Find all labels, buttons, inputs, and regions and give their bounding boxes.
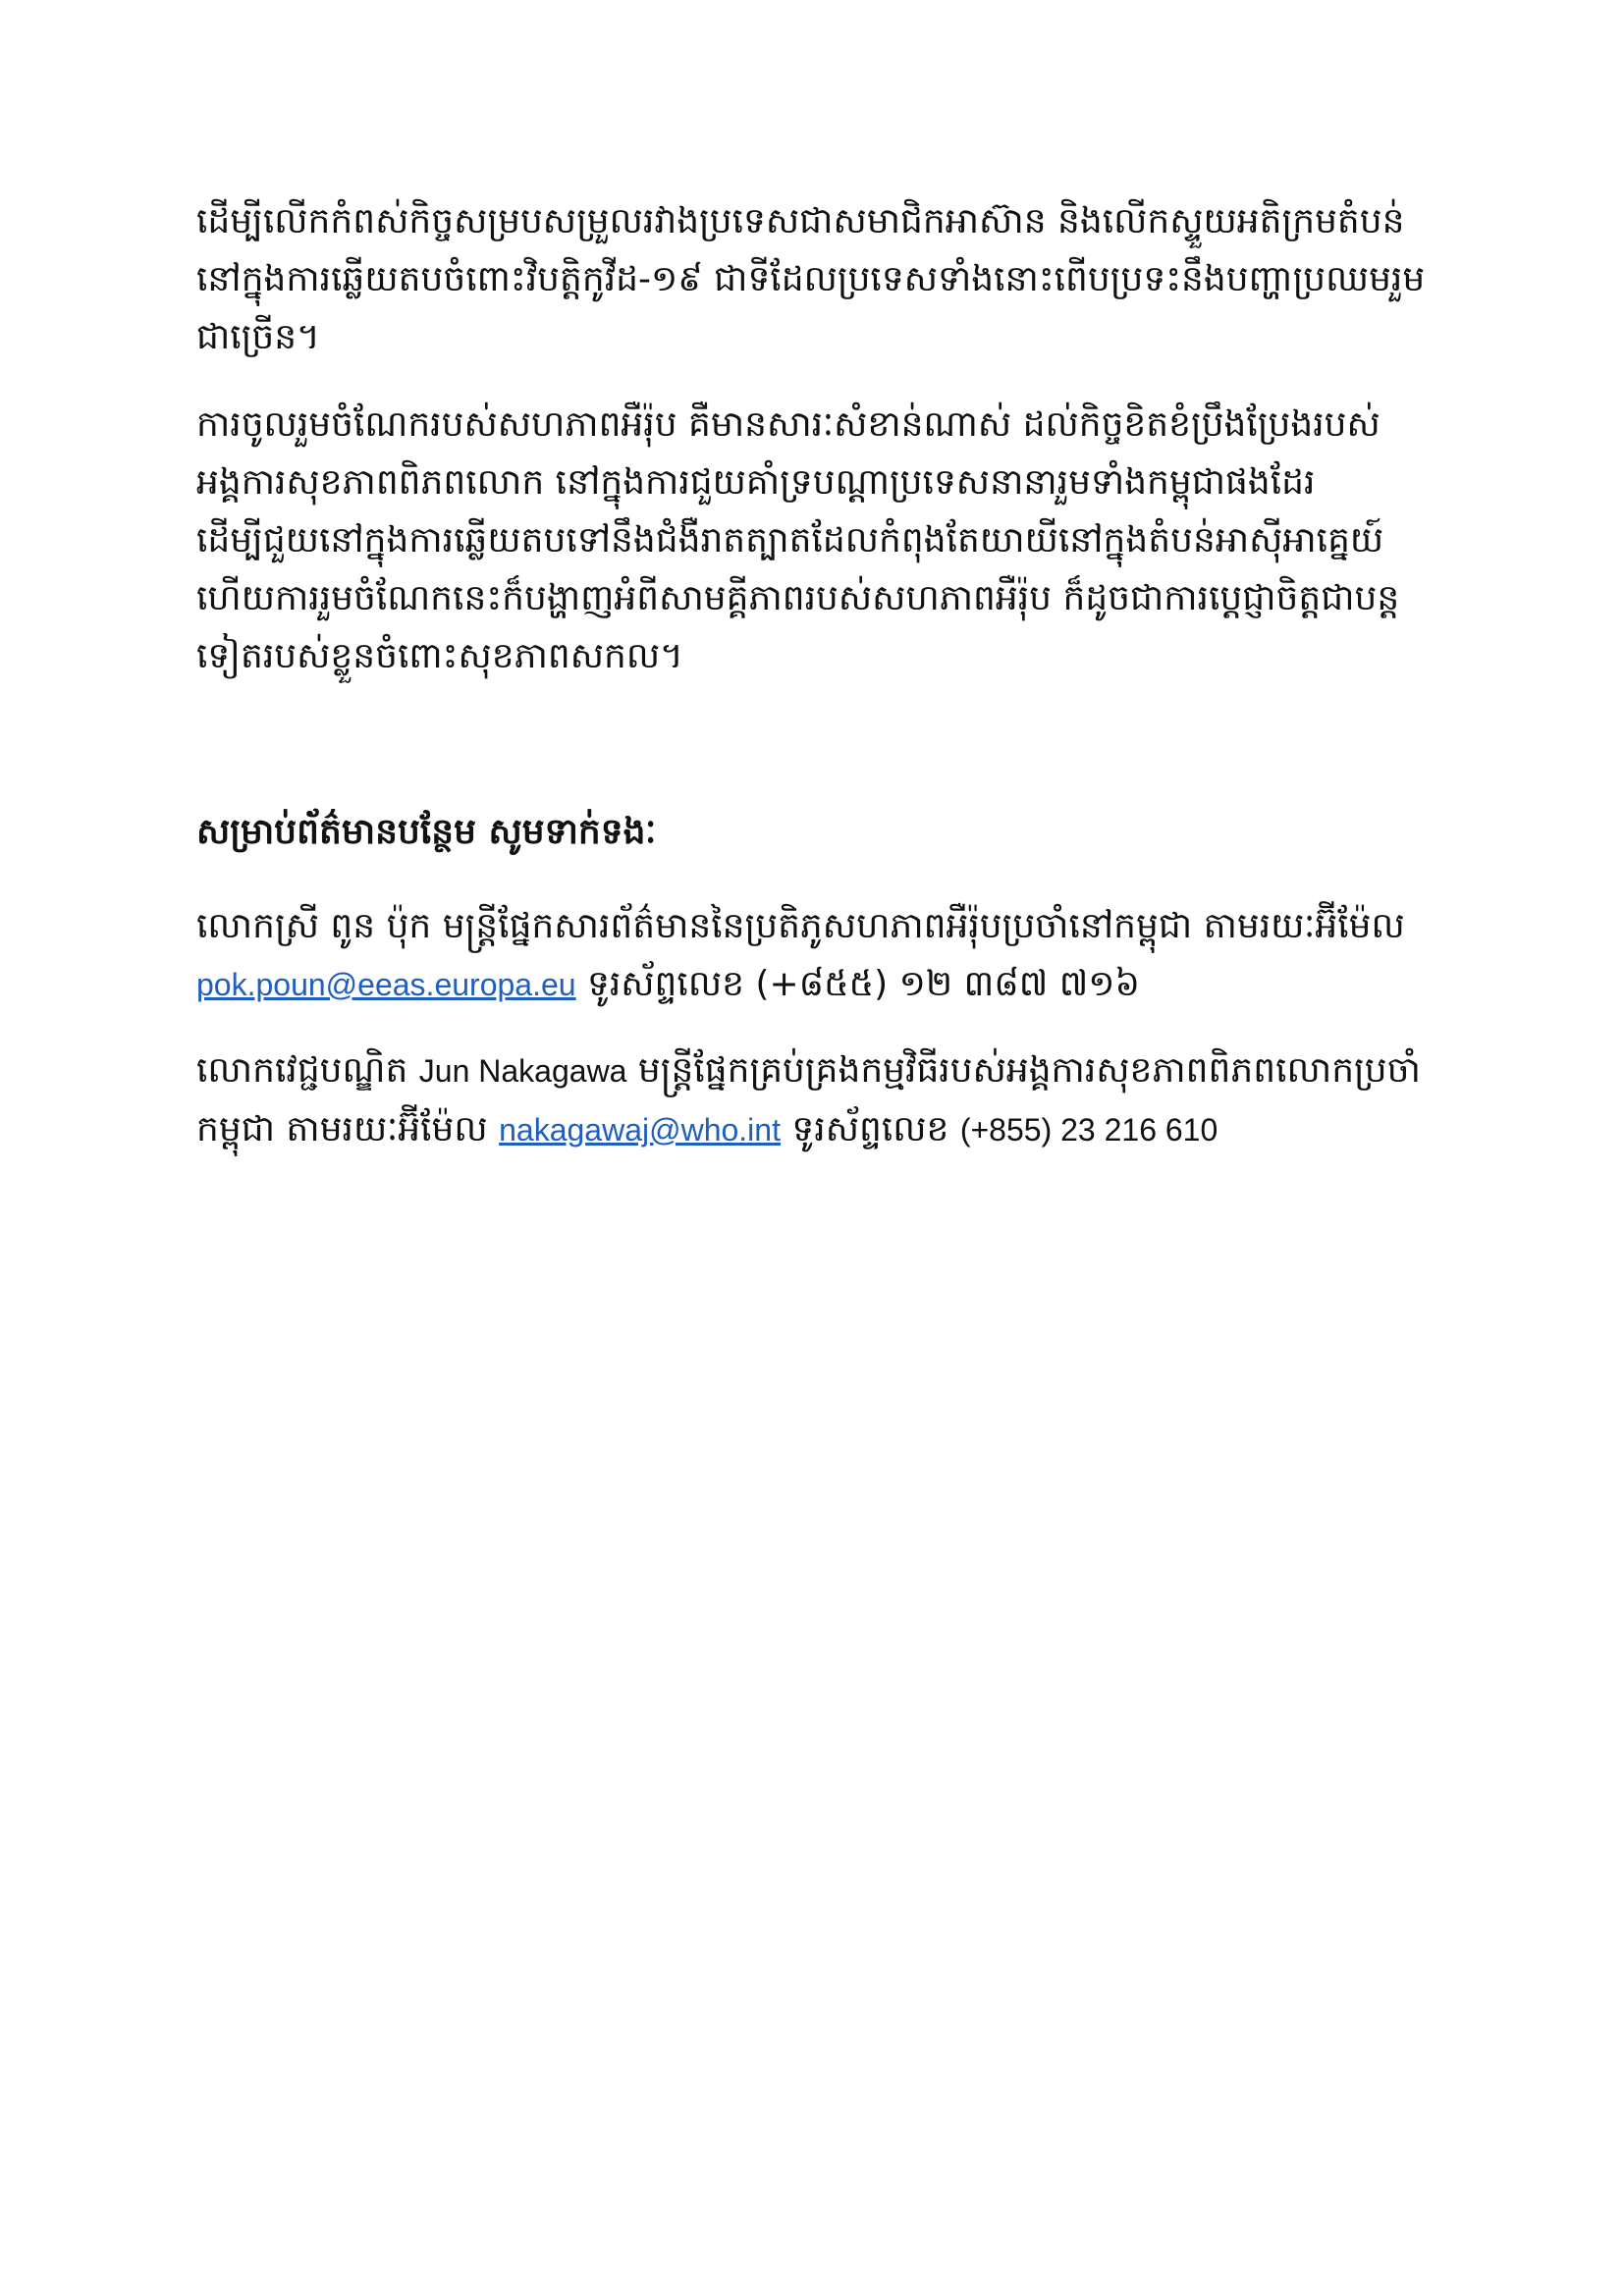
body-paragraph-1: ដើម្បីលើកកំពស់កិច្ចសម្របសម្រួលរវាងប្រទេសជាសមាជិកអាស៊ាន និងលើកស្ទួយអតិក្រមតំបន់នៅក្នុងការឆ្លើយតបចំពោះវិបត្តិកូវីដ-១៩ ជាទីដែលប្រទេសទាំងនោះពើបប្រទះនឹងបញ្ហាប្រឈមរួមជាច្រើន។ xyxy=(196,201,1426,357)
contact-2-intro-suffix: មន្ត្រីផ្នែកគ្រប់គ្រងកម្មវិធីរបស់អង្គការសុខភាពពិភពលោកប្រចាំកម្ពុជា តាមរយៈអ៊ីម៉ែល xyxy=(196,1050,1421,1149)
contact-2-phone: (+855) 23 216 610 xyxy=(959,1112,1218,1148)
page-content xyxy=(196,192,1434,1187)
contact-paragraph-1 xyxy=(196,897,1434,1014)
contact-2-intro-prefix: លោកវេជ្ជបណ្ឌិត xyxy=(196,1050,419,1091)
contact-paragraph-2 xyxy=(196,1041,1434,1159)
contact-1-intro: លោកស្រី ពូន ប៉ុក មន្ត្រីផ្នែកសារព័ត៌មាននៃប្រតិភូសហភាពអឺរ៉ុបប្រចាំនៅកម្ពុជា តាមរយៈអ៊ីម៉ែល xyxy=(196,906,1405,946)
body-paragraph-2: ការចូលរួមចំណែករបស់សហភាពអឺរ៉ុប គឺមានសារៈសំខាន់ណាស់ ដល់កិច្ចខិតខំប្រឹងប្រែងរបស់អង្គការសុខភាពពិភពលោក នៅក្នុងការជួយគាំទ្របណ្តាប្រទេសនានារួមទាំងកម្ពុជាផងដែរ ដើម្បីជួយនៅក្នុងការឆ្លើយតបទៅនឹងជំងឺរាតត្បាតដែលកំពុងតែយាយីនៅក្នុងតំបន់អាស៊ីអាគ្នេយ៍ ហើយការរួមចំណែកនេះក៏បង្ហាញអំពីសាមគ្គីភាពរបស់សហភាពអឺរ៉ុប ក៏ដូចជាការប្តេជ្ញាចិត្តជាបន្តទៀតរបស់ខ្លួនចំពោះសុខភាពសកល។ xyxy=(196,404,1400,676)
contact-2-email-link[interactable]: nakagawaj@who.int xyxy=(499,1112,781,1148)
contact-2-phone-label: ទូរស័ព្ទលេខ xyxy=(780,1109,960,1149)
contact-1-phone: ទូរស័ព្ទលេខ (+៨៥៥) ១២ ៣៨៧ ៧១៦ xyxy=(575,964,1140,1004)
contact-2-name: Jun Nakagawa xyxy=(418,1053,627,1089)
contact-heading: សម្រាប់ព័ត៌មានបន្ថែម សូមទាក់ទងៈ xyxy=(196,812,657,852)
contact-1-email-link[interactable]: pok.poun@eeas.europa.eu xyxy=(196,967,576,1002)
